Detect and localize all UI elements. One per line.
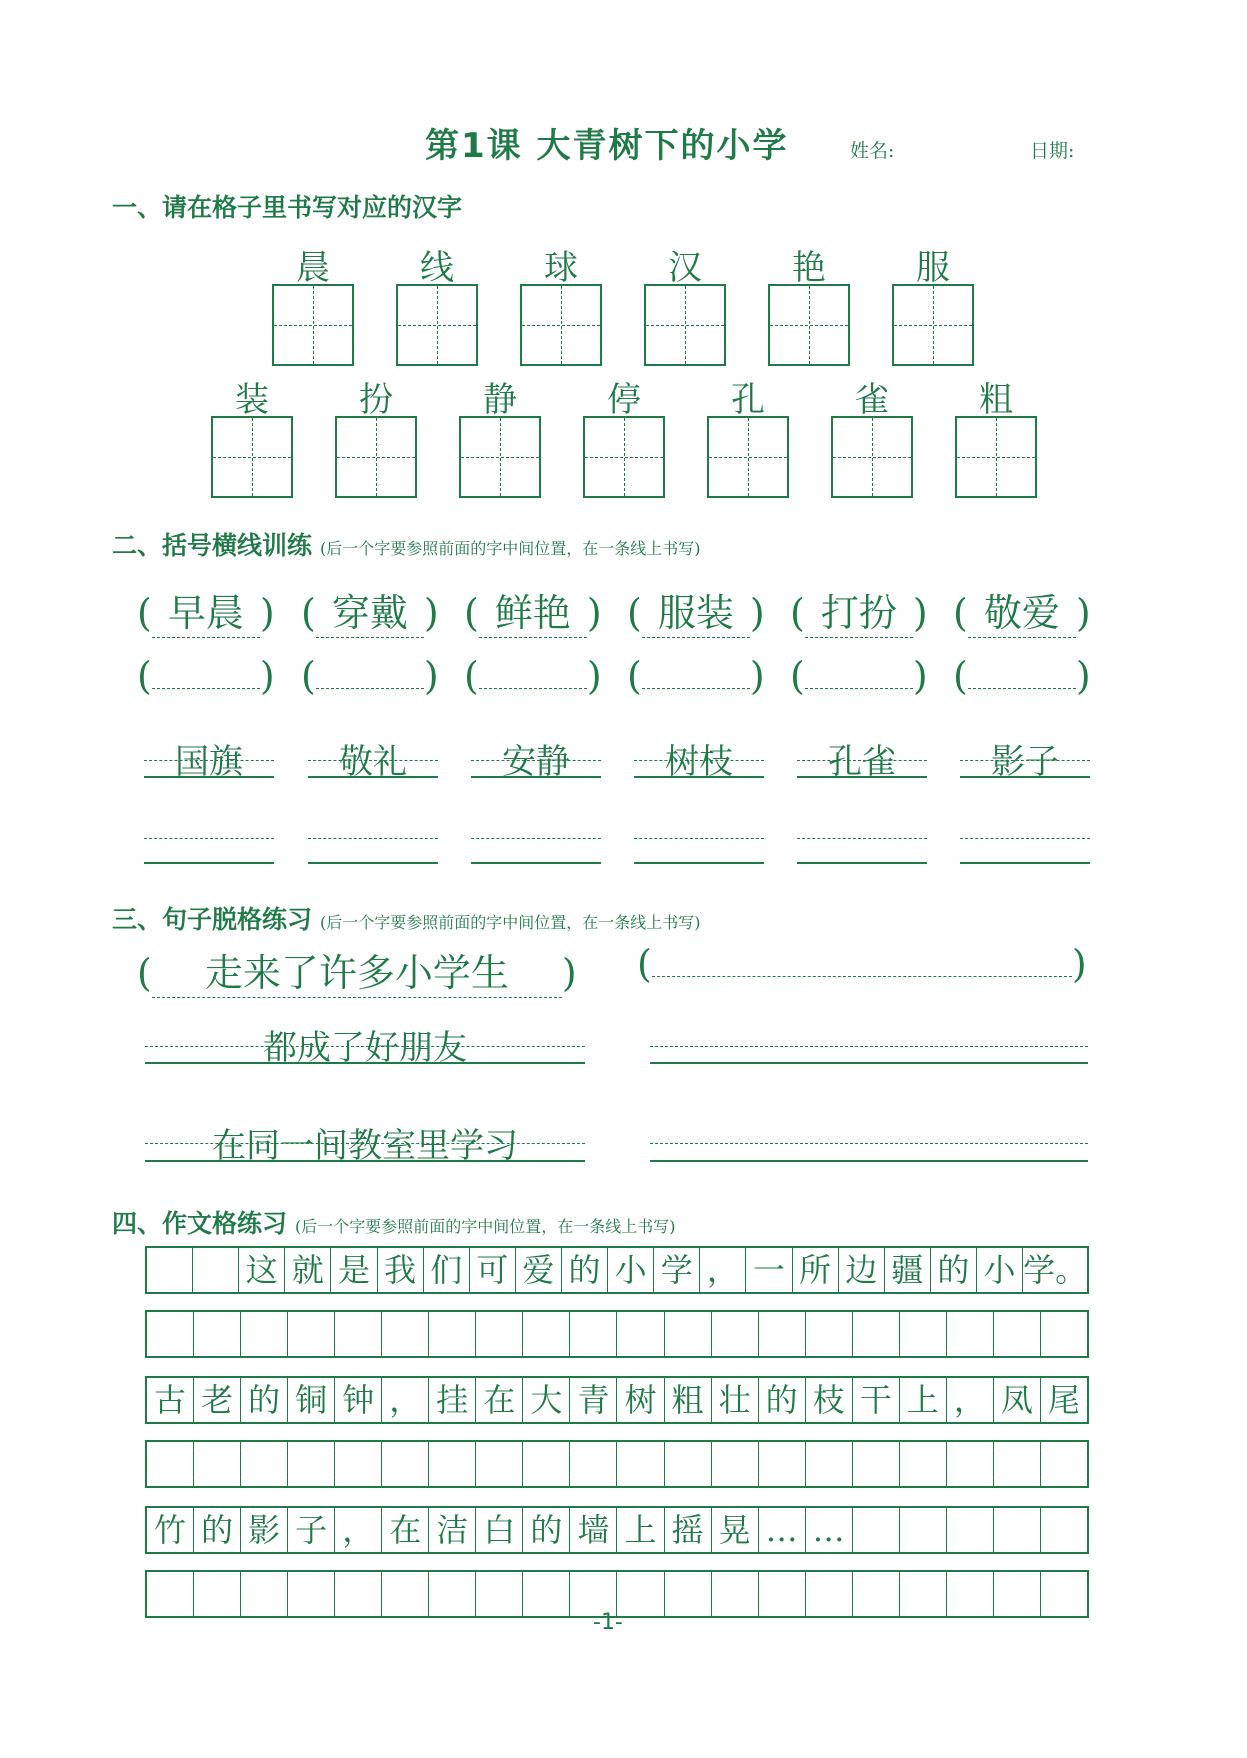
composition-cell[interactable] [806,1572,853,1616]
composition-cell[interactable] [147,1442,194,1486]
paren-word: ( 打扮 ) [790,582,928,638]
tian-grid-box[interactable] [396,284,478,366]
paren-word-text: 敬爱 [968,582,1076,638]
date-label: 日期: [1030,140,1075,162]
tian-grid-box[interactable] [892,284,974,366]
dashed-guide-line [144,760,274,761]
composition-cell[interactable]: 在 [382,1508,429,1552]
composition-cell[interactable]: 上 [617,1508,664,1552]
composition-cell[interactable] [1041,1442,1087,1486]
composition-cell[interactable]: 爱 [516,1248,562,1292]
baseline [960,862,1090,864]
sentence-text: 在同一间教室里学习 [212,1126,518,1166]
dashed-guide-line [650,1046,1088,1047]
dashed-guide-line [308,838,438,839]
section4-title: 四、作文格练习 [112,1209,288,1238]
composition-cell[interactable]: 的 [759,1378,806,1422]
model-character: 晨 [296,248,330,288]
dashed-guide-line [145,1046,585,1047]
tian-grid-box[interactable] [583,416,665,498]
composition-cell[interactable] [759,1442,806,1486]
dashed-guide-line [145,1143,585,1144]
composition-cell[interactable] [853,1312,900,1356]
paren-word-text: 服装 [642,582,750,638]
section3-title: 三、句子脱格练习 [112,905,313,934]
tian-grid-box[interactable] [831,416,913,498]
composition-cell[interactable] [429,1442,476,1486]
composition-cell[interactable]: … [759,1508,806,1552]
composition-cell[interactable] [1041,1508,1087,1552]
composition-cell[interactable] [900,1312,947,1356]
dashed-guide-line [797,838,927,839]
composition-cell[interactable]: 在 [476,1378,523,1422]
line-word: 孔雀 [828,742,896,782]
paren-blank[interactable]: ( ) [301,654,439,698]
baseline [471,862,601,864]
composition-cell[interactable]: ， [947,1378,994,1422]
composition-cell[interactable] [429,1572,476,1616]
paren-blank[interactable]: ( ) [627,654,765,698]
model-character: 粗 [979,380,1013,420]
tian-grid-box[interactable] [335,416,417,498]
composition-cell[interactable]: 的 [241,1378,288,1422]
tian-grid-box[interactable] [955,416,1037,498]
composition-cell[interactable] [665,1312,712,1356]
composition-row [145,1376,1089,1424]
composition-cell[interactable] [241,1312,288,1356]
composition-cell[interactable]: 小 [977,1248,1023,1292]
composition-cell[interactable] [806,1312,853,1356]
paren-word-text: 早晨 [152,582,260,638]
composition-cell[interactable]: 粗 [665,1378,712,1422]
line-word: 安静 [502,742,570,782]
composition-cell[interactable] [382,1312,429,1356]
composition-cell[interactable] [241,1572,288,1616]
model-character: 停 [607,380,641,420]
composition-cell[interactable] [193,1248,239,1292]
section3-note: (后一个字要参照前面的字中间位置，在一条线上书写) [320,913,701,932]
composition-cell[interactable]: 干 [853,1378,900,1422]
composition-cell[interactable]: 洁 [429,1508,476,1552]
dashed-guide-line [471,760,601,761]
tian-grid-box[interactable] [768,284,850,366]
composition-cell[interactable] [570,1312,617,1356]
composition-row [145,1246,1089,1294]
tian-grid-box[interactable] [644,284,726,366]
line-word: 敬礼 [339,742,407,782]
composition-cell[interactable] [335,1572,382,1616]
tian-grid-box[interactable] [459,416,541,498]
name-label: 姓名: [850,140,895,162]
composition-cell[interactable] [335,1442,382,1486]
sentence-paren-blank[interactable]: ( ) [637,942,1087,986]
composition-cell[interactable]: 古 [147,1378,194,1422]
line-word: 影子 [991,742,1059,782]
composition-cell[interactable]: 疆 [885,1248,931,1292]
composition-row [145,1506,1089,1554]
composition-cell[interactable]: 小 [608,1248,654,1292]
composition-cell[interactable] [617,1442,664,1486]
model-character: 静 [483,380,517,420]
baseline [797,862,927,864]
composition-cell[interactable]: 的 [523,1508,570,1552]
paren-word: ( 服装 ) [627,582,765,638]
section4-note: (后一个字要参照前面的字中间位置，在一条线上书写) [295,1217,676,1236]
baseline [144,776,274,778]
composition-cell[interactable]: 一 [746,1248,792,1292]
baseline [650,1160,1088,1162]
dashed-guide-line [144,838,274,839]
composition-cell[interactable] [617,1572,664,1616]
baseline [308,862,438,864]
composition-cell[interactable]: 尾 [1047,1381,1080,1419]
composition-cell[interactable] [994,1508,1041,1552]
composition-cell[interactable] [900,1442,947,1486]
composition-cell[interactable] [947,1312,994,1356]
composition-cell[interactable] [712,1572,759,1616]
composition-cell[interactable] [947,1508,994,1552]
baseline [145,1062,585,1064]
composition-cell[interactable]: ， [382,1378,429,1422]
paren-blank[interactable]: ( ) [790,654,928,698]
composition-cell[interactable] [523,1312,570,1356]
line-word: 树枝 [665,742,733,782]
paren-word: ( 早晨 ) [137,582,275,638]
tian-grid-box[interactable] [211,416,293,498]
composition-cell[interactable]: 所 [793,1248,839,1292]
tian-grid-box[interactable] [707,416,789,498]
composition-cell[interactable] [900,1508,947,1552]
composition-cell[interactable]: 挂 [429,1378,476,1422]
sentence-paren: ( 走来了许多小学生 ) [137,942,577,998]
composition-cell[interactable]: 可 [470,1248,516,1292]
paren-word-text: 鲜艳 [479,582,587,638]
composition-cell[interactable]: 的 [194,1508,241,1552]
composition-cell[interactable] [476,1572,523,1616]
composition-cell[interactable] [147,1312,194,1356]
model-character: 雀 [855,380,889,420]
composition-cell[interactable]: 的 [931,1248,977,1292]
baseline [145,1160,585,1162]
section2-note: (后一个字要参照前面的字中间位置，在一条线上书写) [320,539,701,558]
composition-cell[interactable]: 我 [378,1248,424,1292]
composition-cell[interactable] [147,1248,193,1292]
dashed-guide-line [634,760,764,761]
page-number: -1- [593,1610,623,1635]
composition-cell[interactable] [476,1442,523,1486]
composition-cell[interactable] [241,1442,288,1486]
composition-cell[interactable] [994,1312,1041,1356]
model-character: 装 [235,380,269,420]
composition-row [145,1310,1089,1358]
composition-row [145,1440,1089,1488]
composition-cell[interactable]: 学 [654,1248,700,1292]
composition-cell[interactable]: 老 [194,1378,241,1422]
paren-blank[interactable]: ( ) [137,654,275,698]
composition-cell[interactable] [994,1442,1041,1486]
dashed-guide-line [960,760,1090,761]
composition-cell[interactable]: 枝 [806,1378,853,1422]
baseline [308,776,438,778]
composition-cell[interactable] [617,1312,664,1356]
baseline [960,776,1090,778]
composition-cell[interactable] [994,1572,1041,1616]
composition-cell[interactable]: 晃 [712,1508,759,1552]
composition-cell[interactable] [570,1442,617,1486]
dashed-guide-line [797,760,927,761]
tian-grid-box[interactable] [520,284,602,366]
composition-cell[interactable] [712,1312,759,1356]
model-character: 艳 [792,248,826,288]
composition-cell[interactable] [429,1312,476,1356]
composition-cell[interactable]: … [806,1508,853,1552]
composition-cell[interactable] [194,1572,241,1616]
sentence-text: 都成了好朋友 [263,1028,467,1068]
composition-cell[interactable] [194,1442,241,1486]
paren-blank[interactable]: ( ) [953,654,1091,698]
paren-blank[interactable]: ( ) [464,654,602,698]
section2-title: 二、括号横线训练 [112,531,313,560]
composition-cell[interactable] [1041,1312,1087,1356]
line-word: 国旗 [175,742,243,782]
section1-heading: 一、请在格子里书写对应的汉字 [112,193,463,222]
tian-grid-box[interactable] [272,284,354,366]
baseline [634,862,764,864]
composition-cell[interactable]: 的 [562,1248,608,1292]
composition-cell[interactable]: 凤 [994,1378,1041,1422]
dashed-guide-line [308,760,438,761]
dashed-guide-line [471,838,601,839]
composition-cell[interactable]: 们 [424,1248,470,1292]
dashed-guide-line [634,838,764,839]
model-character: 服 [916,248,950,288]
composition-cell[interactable] [335,1312,382,1356]
paren-word-text: 穿戴 [316,582,424,638]
composition-cell[interactable]: 青 [570,1378,617,1422]
model-character: 孔 [731,380,765,420]
composition-cell[interactable]: 学。 [1023,1251,1088,1289]
page-title: 第1课 大青树下的小学 [425,126,789,166]
composition-cell[interactable]: ， [700,1248,746,1292]
composition-cell[interactable]: 大 [523,1378,570,1422]
baseline [797,776,927,778]
composition-cell[interactable] [288,1442,335,1486]
baseline [471,776,601,778]
composition-cell[interactable] [665,1442,712,1486]
dashed-guide-line [960,838,1090,839]
composition-cell[interactable] [288,1572,335,1616]
baseline [650,1062,1088,1064]
composition-cell[interactable]: 钟 [335,1378,382,1422]
model-character: 扮 [359,380,393,420]
paren-word: ( 敬爱 ) [953,582,1091,638]
composition-cell[interactable] [853,1442,900,1486]
composition-cell[interactable] [759,1312,806,1356]
composition-cell[interactable]: ， [335,1508,382,1552]
composition-cell[interactable]: 竹 [147,1508,194,1552]
dashed-guide-line [650,1143,1088,1144]
section4-heading [112,1204,676,1240]
composition-cell[interactable] [853,1508,900,1552]
composition-cell[interactable] [665,1572,712,1616]
sentence-text: 走来了许多小学生 [152,942,562,998]
composition-cell[interactable] [712,1442,759,1486]
composition-cell[interactable] [947,1442,994,1486]
composition-cell[interactable] [759,1572,806,1616]
composition-cell[interactable] [900,1572,947,1616]
section3-heading [112,900,701,936]
composition-cell[interactable] [523,1572,570,1616]
model-character: 球 [544,248,578,288]
composition-cell[interactable] [147,1572,194,1616]
composition-cell[interactable]: 边 [839,1248,885,1292]
composition-cell[interactable]: 铜 [288,1378,335,1422]
composition-cell[interactable]: 就 [285,1248,331,1292]
composition-cell[interactable] [1041,1572,1087,1616]
baseline [144,862,274,864]
paren-word: ( 鲜艳 ) [464,582,602,638]
composition-cell[interactable] [806,1442,853,1486]
model-character: 汉 [668,248,702,288]
model-character: 线 [420,248,454,288]
baseline [634,776,764,778]
composition-cell[interactable] [523,1442,570,1486]
composition-cell[interactable]: 树 [617,1378,664,1422]
composition-cell[interactable] [476,1312,523,1356]
section2-heading [112,526,701,562]
composition-cell[interactable]: 影 [241,1508,288,1552]
composition-cell[interactable]: 这 [239,1248,285,1292]
composition-cell[interactable] [194,1312,241,1356]
composition-cell[interactable] [288,1312,335,1356]
composition-cell[interactable]: 子 [288,1508,335,1552]
composition-cell[interactable]: 摇 [665,1508,712,1552]
paren-word: ( 穿戴 ) [301,582,439,638]
composition-cell[interactable] [382,1442,429,1486]
composition-cell[interactable] [947,1572,994,1616]
composition-cell[interactable] [382,1572,429,1616]
composition-cell[interactable]: 墙 [570,1508,617,1552]
composition-cell[interactable]: 是 [331,1248,377,1292]
composition-cell[interactable]: 上 [900,1378,947,1422]
composition-cell[interactable]: 白 [476,1508,523,1552]
composition-cell[interactable] [853,1572,900,1616]
composition-cell[interactable]: 壮 [712,1378,759,1422]
paren-word-text: 打扮 [805,582,913,638]
